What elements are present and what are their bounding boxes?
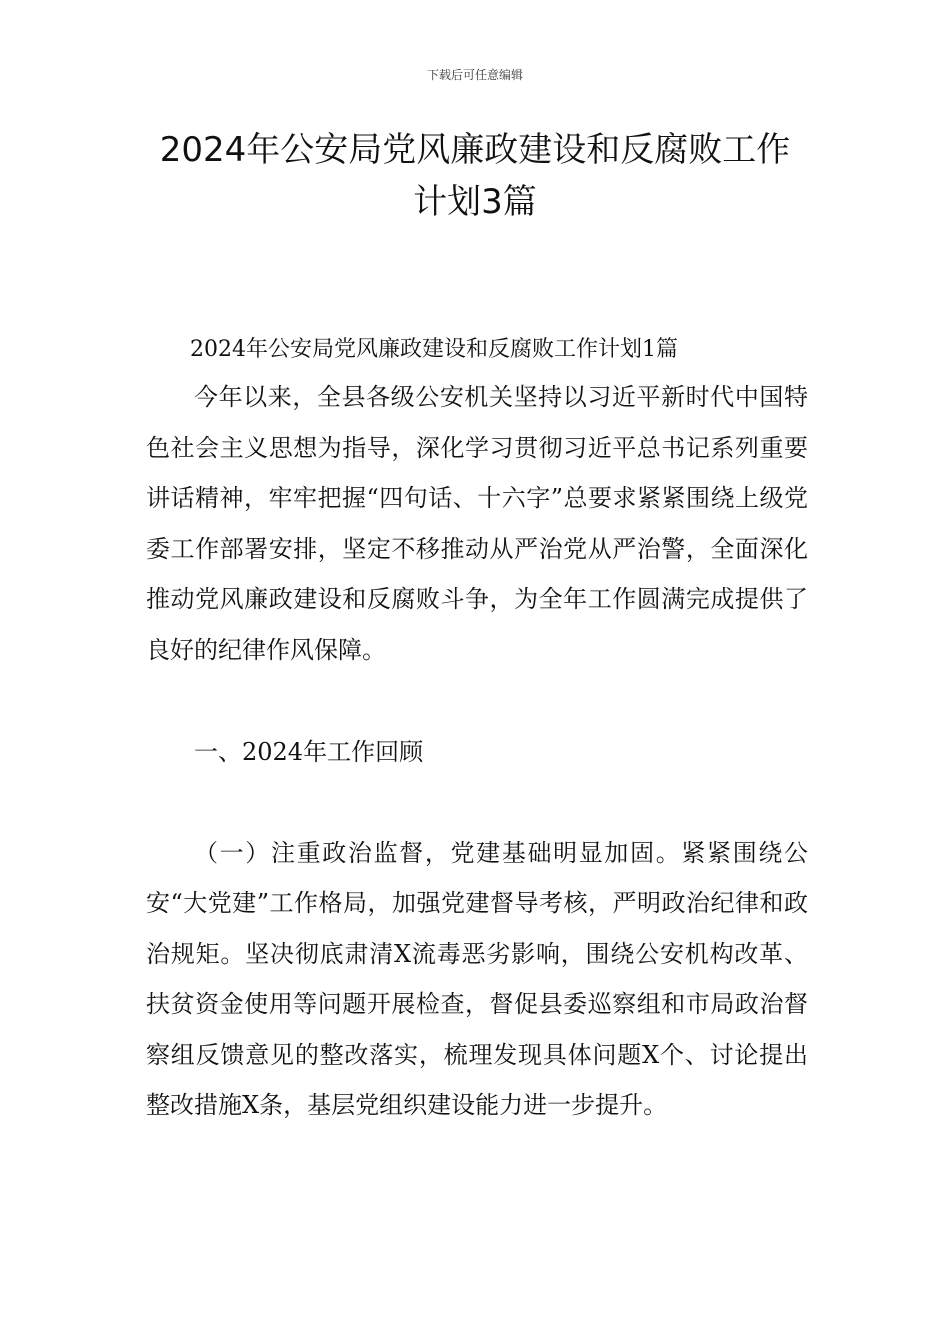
section-paragraph: （一）注重政治监督，党建基础明显加固。紧紧围绕公安“大党建”工作格局，加强党建督导考核，严明政治纪律和政治规矩。坚决彻底肃清X流毒恶劣影响，围绕公安机构改革、扶贫资金使用等问题开展检查，督促县委巡察组和市局政治督察组反馈意见的整改落实，梳理发现具体问题X个、讨论提出整改措施X条，基层党组织建设能力进一步提升。	[146, 838, 808, 1119]
document-subtitle: 2024年公安局党风廉政建设和反腐败工作计划1篇	[190, 337, 678, 362]
document-title	[110, 124, 840, 228]
intro-paragraph: 今年以来，全县各级公安机关坚持以习近平新时代中国特色社会主义思想为指导，深化学习贯彻习近平总书记系列重要讲话精神，牢牢把握“四句话、十六字”总要求紧紧围绕上级党委工作部署安排，坚定不移推动从严治党从严治警，全面深化推动党风廉政建设和反腐败斗争，为全年工作圆满完成提供了良好的纪律作风保障。	[146, 383, 808, 664]
document-title-line-2: 计划3篇	[413, 182, 537, 222]
document-title-line-1: 2024年公安局党风廉政建设和反腐败工作	[159, 130, 791, 170]
header-note: 下载后可任意编辑	[426, 68, 523, 82]
document-body	[146, 328, 808, 1131]
paragraph-spacer	[146, 778, 808, 828]
section-heading: 一、2024年工作回顾	[194, 738, 424, 766]
paragraph-spacer	[146, 675, 808, 727]
